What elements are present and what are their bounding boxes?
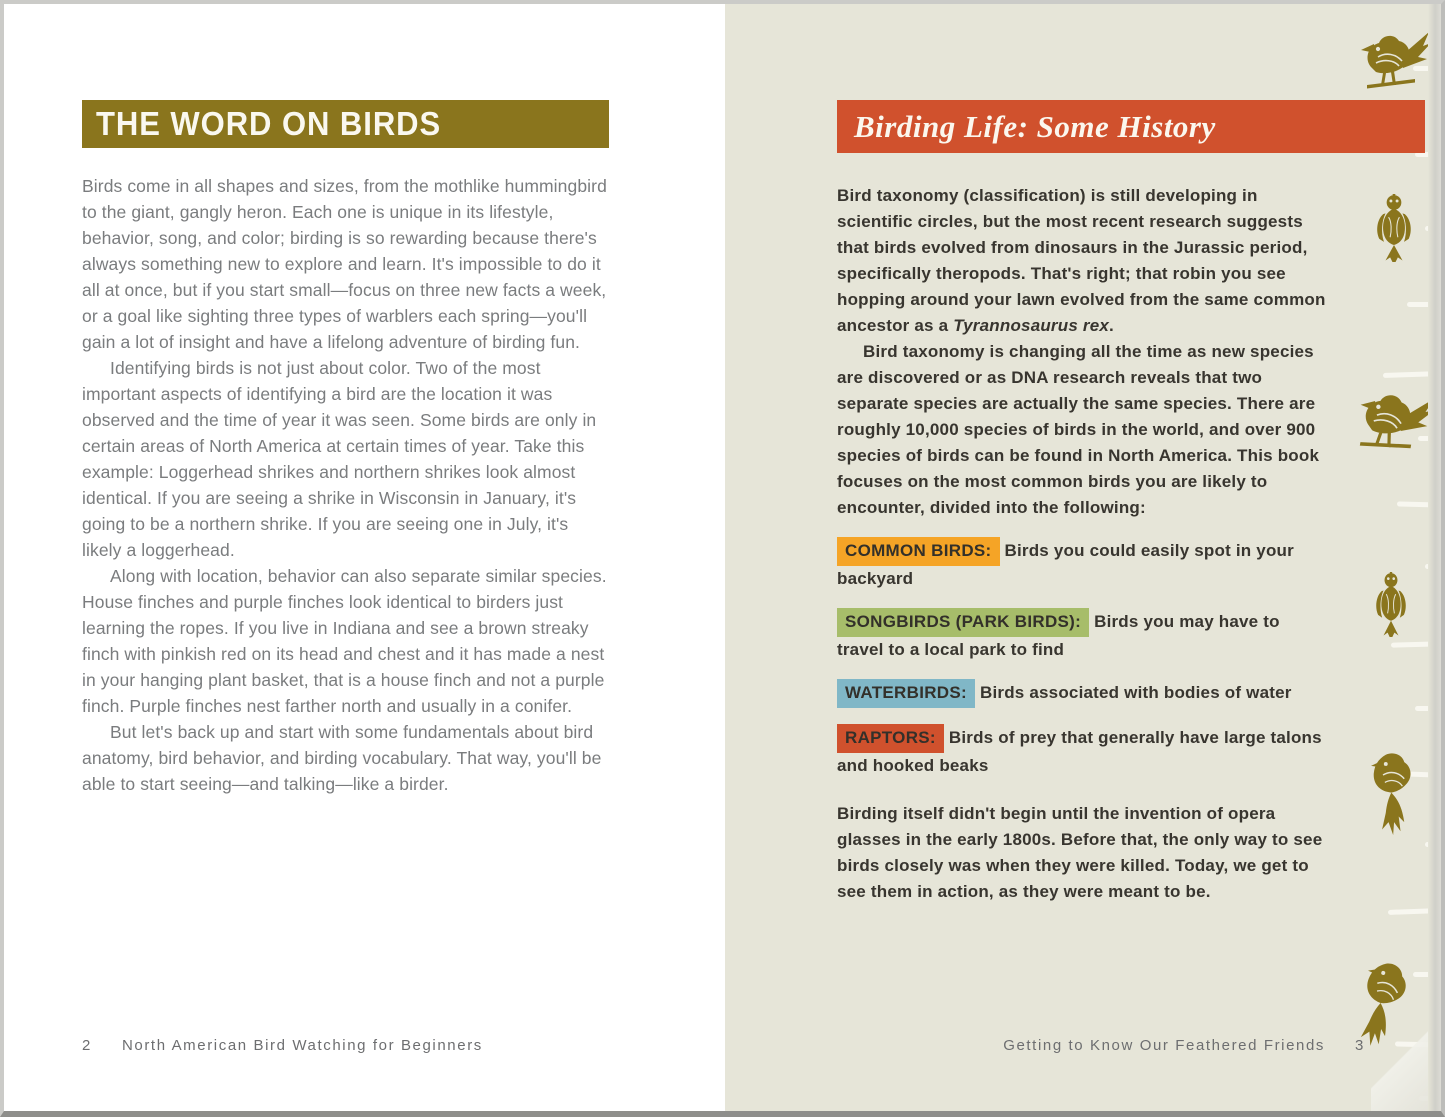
paragraph-text: . — [1109, 316, 1114, 335]
category-description: Birds you could easily spot in your backyard — [837, 541, 1294, 588]
left-body-text — [82, 173, 609, 797]
right-body-text — [837, 183, 1329, 905]
left-page — [4, 4, 725, 1111]
category-waterbirds — [837, 679, 1329, 708]
right-footer — [1003, 1037, 1365, 1054]
right-running-title: Getting to Know Our Feathered Friends — [1003, 1037, 1326, 1054]
paragraph: Birds come in all shapes and sizes, from the mothlike hummingbird to the giant, gangly heron. Each one is unique in its lifestyle, behavior, song, and color; birding is so rewarding because there's always something new to explore and learn. It's impossible to do it all at once, but if you start small—focus on three new facts a week, or a goal like sighting three types of warblers each spring—you'll gain a lot of insight and have a lifelong adventure of birding fun. — [82, 176, 607, 352]
category-raptors — [837, 724, 1329, 779]
category-songbirds — [837, 608, 1329, 663]
left-section-title-bar — [82, 100, 609, 148]
category-description: Birds of prey that generally have large talons and hooked beaks — [837, 728, 1322, 775]
right-page — [725, 4, 1441, 1111]
bird-front-icon — [1373, 194, 1415, 262]
category-label-waterbirds: WATERBIRDS: — [837, 679, 975, 708]
category-common-birds — [837, 537, 1329, 592]
paragraph-text: Bird taxonomy (classification) is still developing in scientific circles, but the most recent research suggests that birds evolved from dinosaurs in the Jurassic period, specifically theropods. That's right; that robin you see hopping around your lawn evolved from the same common ancestor as a — [837, 186, 1326, 335]
bird-back-icon — [1373, 572, 1410, 637]
category-label-songbirds: SONGBIRDS (PARK BIRDS): — [837, 608, 1089, 637]
left-section-title: THE WORD ON BIRDS — [96, 105, 442, 142]
paragraph — [837, 183, 1329, 339]
bird-perched-icon — [1361, 30, 1431, 90]
paragraph: Along with location, behavior can also separate similar species. House finches and purple finches look identical to birders just learning the ropes. If you live in Indiana and see a brown streaky finch with pinkish red on its head and chest and it has made a nest in your hanging plant basket, that is a house finch and not a purple finch. Purple finches nest farther north and usually in a conifer. — [82, 566, 607, 716]
paragraph: Identifying birds is not just about color. Two of the most important aspects of identifying a bird are the location it was observed and the time of year it was seen. Some birds are only in certain areas of North America at certain times of year. Take this example: Loggerhead shrikes and northern shrikes look almost identical. If you are seeing a shrike in Wisconsin in January, it's going to be a northern shrike. If you are seeing one in July, it's likely a loggerhead. — [82, 358, 597, 560]
category-description: Birds you may have to travel to a local park to find — [837, 612, 1280, 659]
category-description: Birds associated with bodies of water — [979, 683, 1292, 702]
category-label-raptors: RAPTORS: — [837, 724, 944, 753]
category-label-common-birds: COMMON BIRDS: — [837, 537, 1000, 566]
left-running-title: North American Bird Watching for Beginners — [121, 1037, 483, 1054]
paragraph: Birding itself didn't begin until the invention of opera glasses in the early 1800s. Before that, the only way to see birds closely was when they were killed. Today, we get to see them in action, as they were meant to be. — [837, 804, 1323, 901]
bird-long-tail-icon — [1353, 384, 1437, 459]
paragraph: But let's back up and start with some fundamentals about bird anatomy, bird behavior, and birding vocabulary. That way, you'll be able to start seeing—and talking—like a birder. — [82, 722, 602, 794]
page-edge — [1428, 4, 1441, 1111]
right-section-title: Birding Life: Some History — [854, 108, 1216, 144]
left-page-number: 2 — [82, 1037, 92, 1054]
right-page-number: 3 — [1355, 1037, 1365, 1054]
right-section-title-bar — [837, 100, 1425, 153]
paragraph: Bird taxonomy is changing all the time as new species are discovered or as DNA research reveals that two separate species are actually the same species. There are roughly 10,000 species of birds in the world, and over 900 species of birds can be found in North America. This book focuses on the most common birds you are likely to encounter, divided into the following: — [837, 342, 1320, 517]
left-footer — [82, 1037, 483, 1054]
bird-tail-down-icon — [1371, 752, 1419, 835]
italic-species-name: Tyrannosaurus rex — [953, 316, 1110, 335]
